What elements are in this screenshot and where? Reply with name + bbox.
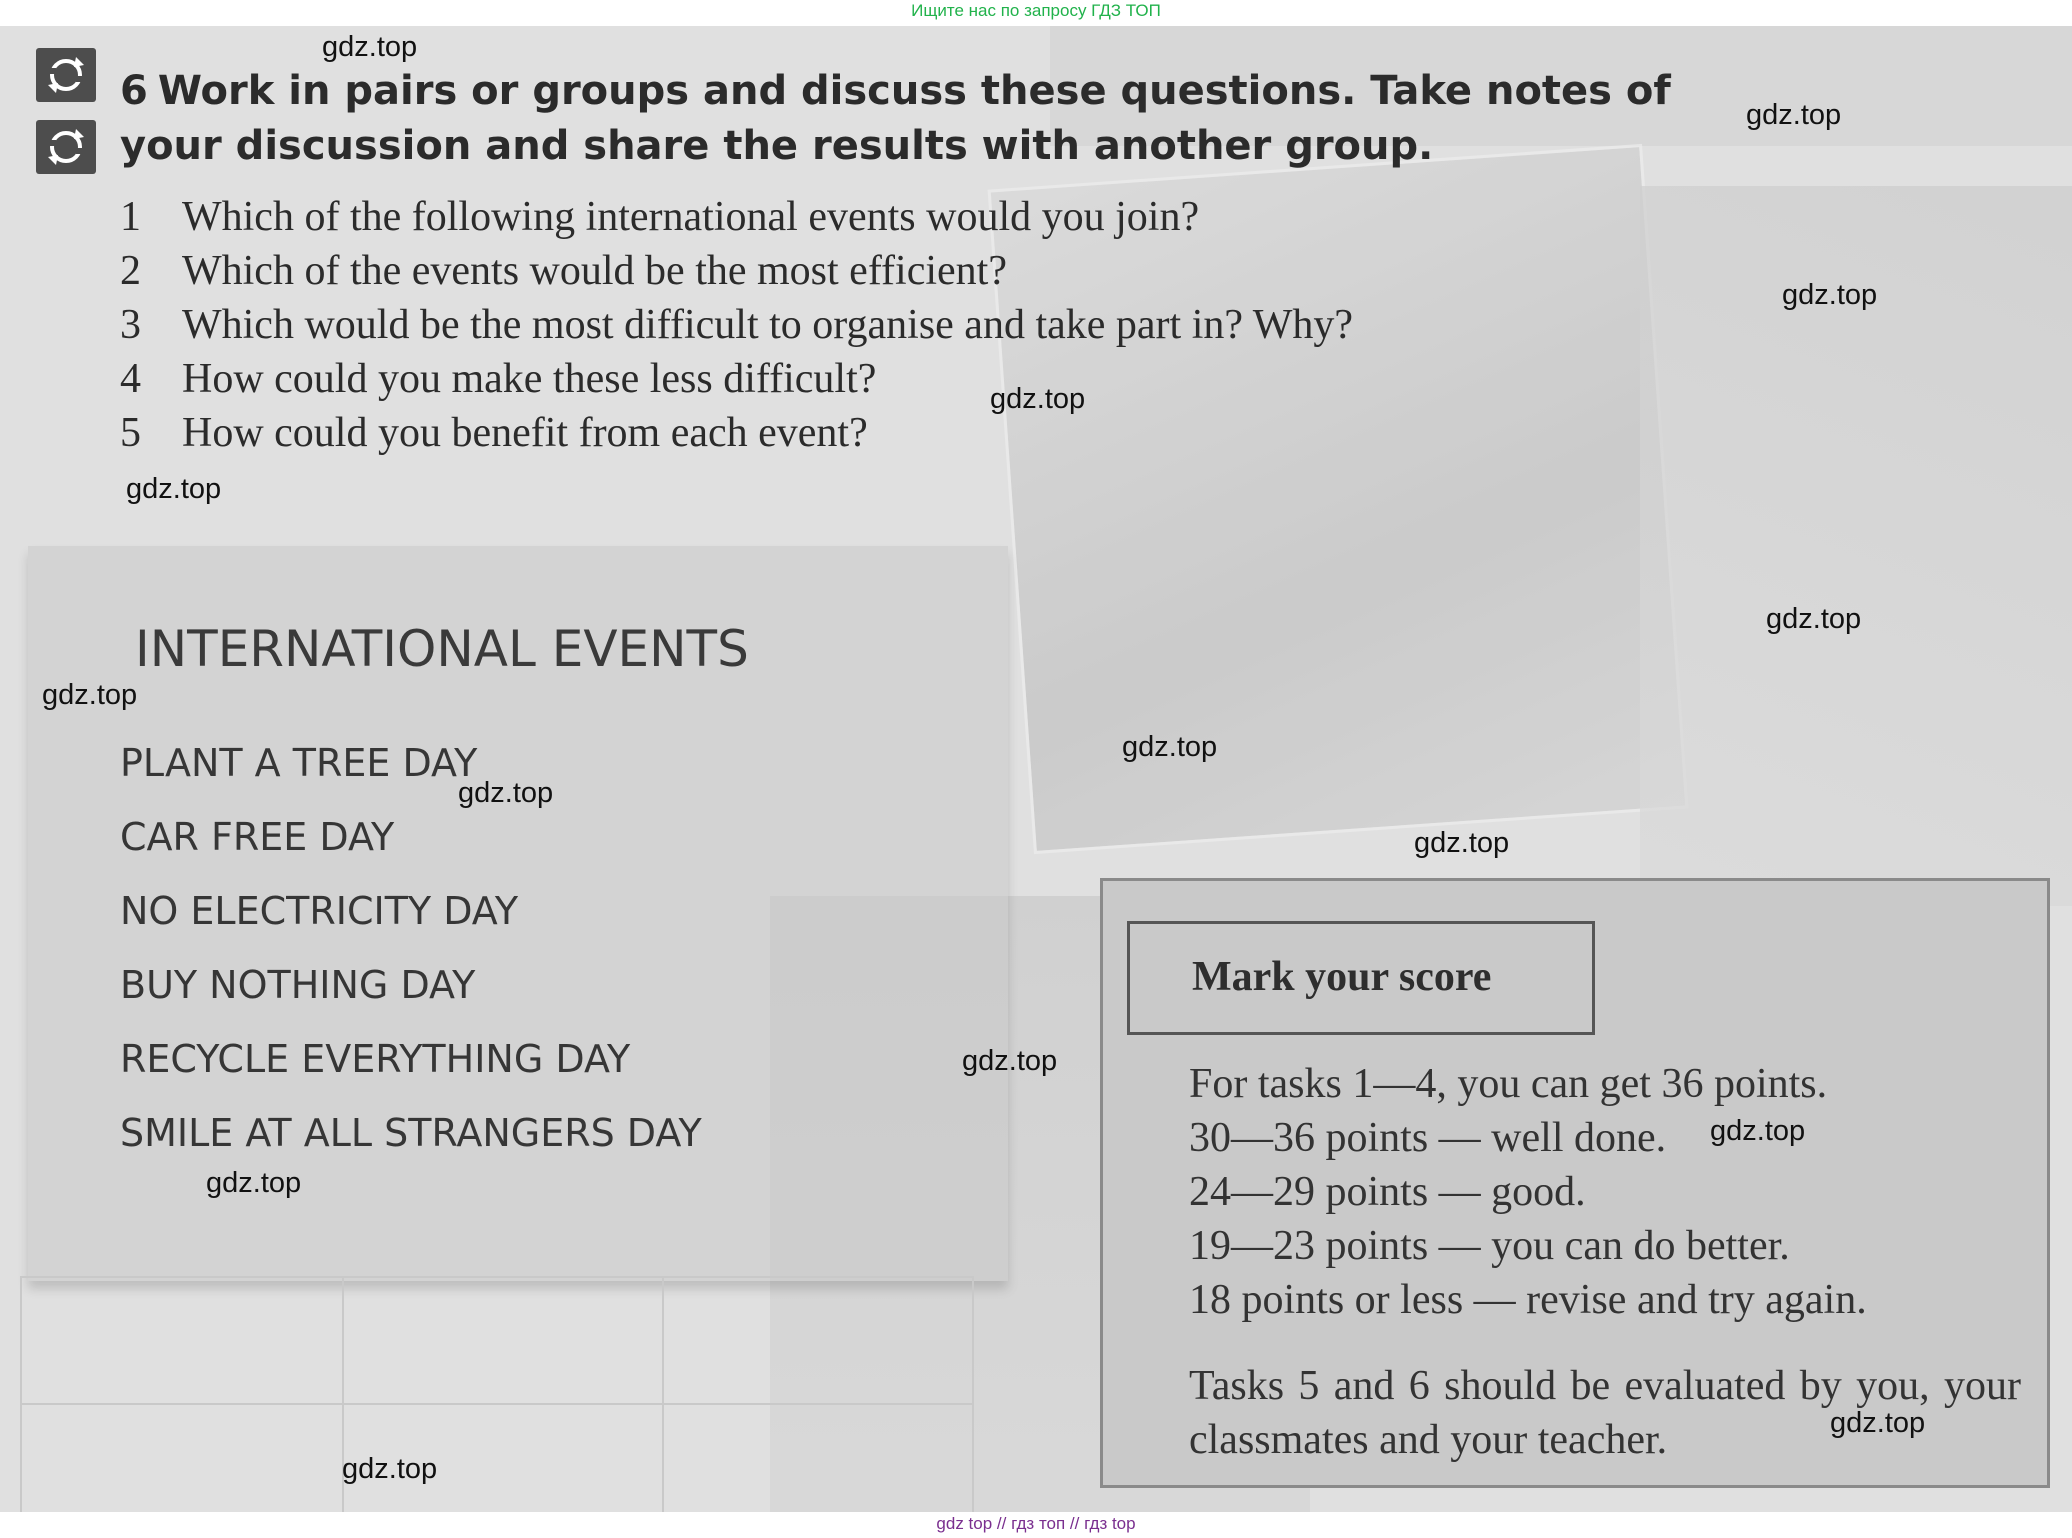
watermark: gdz.top — [1830, 1407, 1926, 1439]
question-item — [120, 244, 1353, 298]
faded-table-background — [20, 1276, 974, 1512]
score-line: 18 points or less — revise and try again. — [1189, 1277, 1867, 1323]
question-number: 4 — [120, 356, 141, 402]
score-box — [1100, 878, 2050, 1488]
watermark: gdz.top — [42, 679, 138, 711]
event-item: PLANT A TREE DAY — [120, 741, 478, 785]
event-item: CAR FREE DAY — [120, 815, 395, 859]
event-item: RECYCLE EVERYTHING DAY — [120, 1037, 631, 1081]
refresh-icon — [36, 48, 96, 102]
score-line: 30—36 points — well done. — [1189, 1115, 1667, 1161]
score-title-frame — [1127, 921, 1595, 1035]
textbook-page — [0, 26, 2072, 1512]
watermark: gdz.top — [1122, 731, 1218, 763]
events-list — [120, 726, 702, 1170]
question-number: 5 — [120, 410, 141, 456]
watermark: gdz.top — [1746, 99, 1842, 131]
question-number: 2 — [120, 248, 141, 294]
question-text: Which of the following international events would you join? — [182, 194, 1200, 240]
watermark: gdz.top — [1782, 279, 1878, 311]
watermark: gdz.top — [206, 1167, 302, 1199]
question-list — [120, 190, 1353, 460]
score-line: 19—23 points — you can do better. — [1189, 1223, 1790, 1269]
question-text: How could you benefit from each event? — [182, 410, 868, 456]
question-text: Which would be the most difficult to organise and take part in? Why? — [182, 302, 1354, 348]
task-number: 6 — [120, 68, 148, 114]
watermark: gdz.top — [1766, 603, 1862, 635]
question-item — [120, 298, 1353, 352]
score-line: For tasks 1—4, you can get 36 points. — [1189, 1061, 1828, 1107]
question-text: Which of the events would be the most efficient? — [182, 248, 1007, 294]
question-item — [120, 352, 1353, 406]
score-title: Mark your score — [1192, 954, 1492, 1000]
watermark: gdz.top — [990, 383, 1086, 415]
score-lines — [1189, 1057, 1867, 1327]
watermark: gdz.top — [1414, 827, 1510, 859]
task-heading — [120, 64, 1680, 174]
events-title: INTERNATIONAL EVENTS — [135, 620, 749, 678]
watermark: gdz.top — [962, 1045, 1058, 1077]
watermark: gdz.top — [126, 473, 222, 505]
watermark: gdz.top — [1710, 1115, 1806, 1147]
watermark: gdz.top — [458, 777, 554, 809]
event-item: SMILE AT ALL STRANGERS DAY — [120, 1111, 702, 1155]
refresh-icon — [36, 120, 96, 174]
question-item — [120, 190, 1353, 244]
watermark: gdz.top — [342, 1453, 438, 1485]
score-note: Tasks 5 and 6 should be evaluated by you, your classmates and your teacher. — [1189, 1363, 2021, 1463]
question-text: How could you make these less difficult? — [182, 356, 877, 402]
event-item: BUY NOTHING DAY — [120, 963, 476, 1007]
score-line: 24—29 points — good. — [1189, 1169, 1586, 1215]
question-item — [120, 406, 1353, 460]
task-instruction: Work in pairs or groups and discuss these questions. Take notes of your discussion and share the results with another group. — [120, 68, 1671, 169]
bottom-banner[interactable]: gdz top // гдз топ // гдз top — [0, 1512, 2072, 1538]
top-banner[interactable]: Ищите нас по запросу ГДЗ ТОП — [0, 0, 2072, 26]
watermark: gdz.top — [322, 31, 418, 63]
event-item: NO ELECTRICITY DAY — [120, 889, 519, 933]
question-number: 1 — [120, 194, 141, 240]
question-number: 3 — [120, 302, 141, 348]
